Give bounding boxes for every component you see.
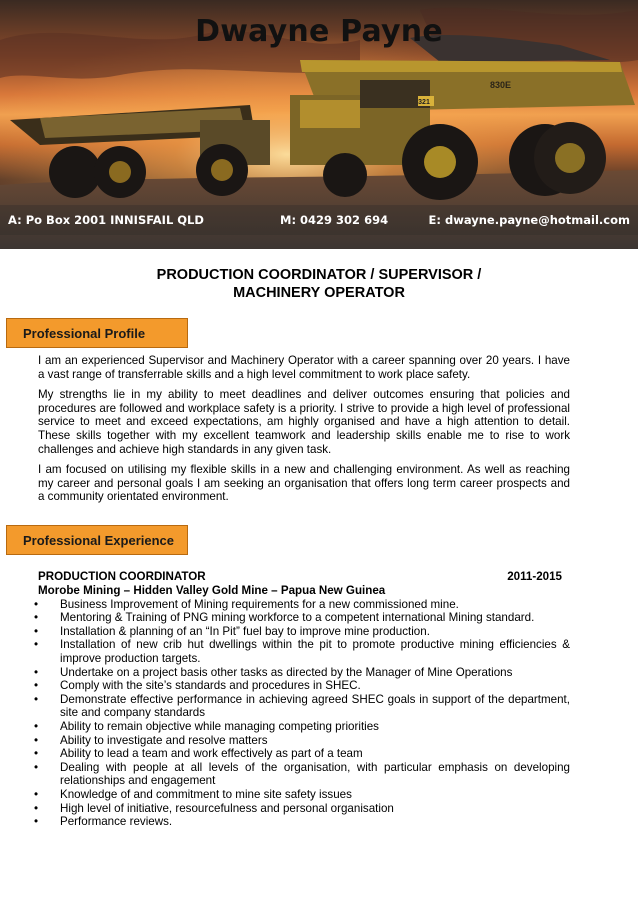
truck-number: 321 bbox=[418, 99, 430, 106]
duty-item: • Knowledge of and commitment to mine site safety issues bbox=[34, 787, 352, 801]
profile-paragraph: I am focused on utilising my flexible skills in a new and challenging environment. As well as reaching my career and personal goals I am seeking an organisation that offers long term career prospects and a community orientated environment. bbox=[38, 463, 570, 504]
role-dates: 2011-2015 bbox=[507, 570, 562, 583]
bullet-icon: • bbox=[34, 679, 39, 693]
role-title: PRODUCTION COORDINATOR bbox=[38, 570, 206, 583]
bullet-icon: • bbox=[34, 624, 39, 638]
duty-item: • Mentoring & Training of PNG mining workforce to a competent international Mining standard. bbox=[34, 611, 535, 625]
truck-model-label: 830E bbox=[490, 80, 512, 90]
contact-address: A: Po Box 2001 INNISFAIL QLD bbox=[8, 213, 204, 227]
bullet-icon: • bbox=[34, 747, 39, 761]
job-title-line-1: PRODUCTION COORDINATOR / SUPERVISOR / bbox=[156, 267, 482, 283]
job-title bbox=[0, 266, 638, 302]
bullet-icon: • bbox=[34, 638, 39, 652]
section-heading-experience: Professional Experience bbox=[23, 533, 175, 548]
bullet-icon: • bbox=[34, 719, 39, 733]
duties-list bbox=[34, 597, 570, 829]
profile-paragraph: I am an experienced Supervisor and Machinery Operator with a career spanning over 20 years. I have a vast range of transferrable skills and a high level commitment to work place safety. bbox=[38, 354, 570, 381]
section-heading-profile: Professional Profile bbox=[23, 326, 146, 341]
duty-item: • Ability to lead a team and work effectively as part of a team bbox=[34, 747, 363, 761]
duty-item: • Business Improvement of Mining requirements for a new commissioned mine. bbox=[34, 597, 459, 611]
bullet-icon: • bbox=[34, 787, 39, 801]
duty-item: • Undertake on a project basis other tasks as directed by the Manager of Mine Operations bbox=[34, 665, 513, 679]
section-header-profile bbox=[6, 318, 188, 348]
duty-item: • High level of initiative, resourcefulness and personal organisation bbox=[34, 801, 394, 815]
bullet-icon: • bbox=[34, 760, 39, 774]
contact-mobile: M: 0429 302 694 bbox=[280, 213, 389, 227]
contact-bar bbox=[0, 205, 638, 235]
duty-item: • Performance reviews. bbox=[34, 815, 173, 829]
duty-item: • Installation of new crib hut dwellings within the pit to promote productive mining efficiencies & improve production targets. bbox=[34, 638, 570, 665]
role-line bbox=[38, 570, 570, 584]
bullet-icon: • bbox=[34, 801, 39, 815]
profile-section bbox=[38, 354, 570, 511]
header-banner bbox=[0, 0, 638, 249]
duty-item: • Ability to investigate and resolve matters bbox=[34, 733, 268, 747]
experience-section bbox=[34, 570, 570, 829]
duty-item: • Ability to remain objective while managing competing priorities bbox=[34, 719, 379, 733]
bullet-icon: • bbox=[34, 733, 39, 747]
duty-item: • Installation & planning of an “In Pit” fuel bay to improve mine production. bbox=[34, 624, 430, 638]
candidate-name: Dwayne Payne bbox=[195, 14, 443, 49]
job-title-line-2: MACHINERY OPERATOR bbox=[233, 285, 405, 301]
duty-item: • Dealing with people at all levels of the organisation, with particular emphasis on developing relationships and engagement bbox=[34, 760, 570, 788]
bullet-icon: • bbox=[34, 665, 39, 679]
bullet-icon: • bbox=[34, 597, 39, 611]
bullet-icon: • bbox=[34, 815, 39, 829]
company-name: Morobe Mining – Hidden Valley Gold Mine – Papua New Guinea bbox=[38, 584, 386, 597]
duty-item: • Demonstrate effective performance in achieving agreed SHEC goals in support of the department, site and company standards bbox=[34, 692, 570, 720]
bullet-icon: • bbox=[34, 611, 39, 625]
section-header-experience bbox=[6, 525, 188, 555]
profile-paragraph: My strengths lie in my ability to meet deadlines and deliver outcomes ensuring that policies and procedures are followed and workplace safety is a priority. I strive to provide a high level of professional service to meet and exceed expectations, am highly organised and have a high attention to detail. These skills together with my excellent teamwork and leadership skills enable me to rise to work challenges and achieve high standards in any given task. bbox=[38, 388, 570, 456]
contact-email: E: dwayne.payne@hotmail.com bbox=[428, 213, 630, 227]
duty-item: • Comply with the site’s standards and procedures in SHEC. bbox=[34, 679, 361, 693]
bullet-icon: • bbox=[34, 692, 39, 706]
